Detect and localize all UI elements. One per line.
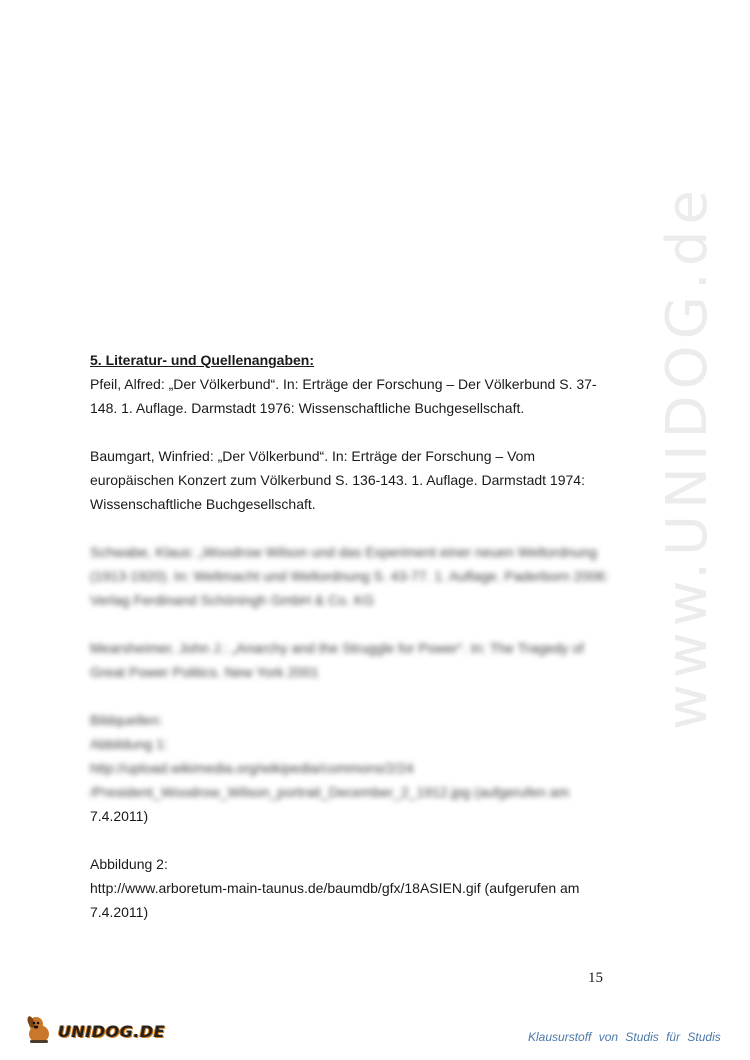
reference-line: Pfeil, Alfred: „Der Völkerbund“. In: Erträge der Forschung – Der Völkerbund S. 37-: [90, 376, 597, 392]
figure-1-date: 7.4.2011): [90, 808, 149, 824]
figure-2-label: Abbildung 2:: [90, 856, 168, 872]
figure-1-label: Abbildung 1:: [90, 736, 168, 752]
reference-entry-blurred: [90, 636, 630, 684]
unidog-logo[interactable]: [22, 1014, 165, 1048]
image-sources-heading: Bildquellen:: [90, 712, 163, 728]
dog-icon: [22, 1012, 56, 1051]
figure-2-date: 7.4.2011): [90, 904, 149, 920]
reference-line: Great Power Politics. New York 2001: [90, 664, 319, 680]
document-body: [90, 348, 630, 924]
reference-line: (1913-1920). In: Weltmacht und Weltordnung S. 43-77. 1. Auflage. Paderborn 2006:: [90, 568, 609, 584]
reference-line: europäischen Konzert zum Völkerbund S. 136-143. 1. Auflage. Darmstadt 1974:: [90, 472, 585, 488]
reference-entry: [90, 444, 630, 516]
figure-2-url: http://www.arboretum-main-taunus.de/baumdb/gfx/18ASIEN.gif (aufgerufen am: [90, 880, 580, 896]
reference-line: Mearsheimer, John J.: „Anarchy and the Struggle for Power“. In: The Tragedy of: [90, 640, 584, 656]
figure-1-url: /President_Woodrow_Wilson_portrait_December_2_1912.jpg (aufgerufen am: [90, 784, 570, 800]
reference-line: Wissenschaftliche Buchgesellschaft.: [90, 496, 316, 512]
reference-line: Verlag Ferdinand Schöningh GmbH & Co. KG: [90, 592, 375, 608]
image-sources: [90, 708, 630, 924]
reference-line: 148. 1. Auflage. Darmstadt 1976: Wissenschaftliche Buchgesellschaft.: [90, 400, 525, 416]
section-heading: 5. Literatur- und Quellenangaben:: [90, 352, 315, 368]
reference-line: Baumgart, Winfried: „Der Völkerbund“. In: Erträge der Forschung – Vom: [90, 448, 536, 464]
footer-tagline: Klausurstoff von Studis für Studis: [528, 1030, 721, 1044]
reference-entry: [90, 372, 630, 420]
figure-1-url: http://upload.wikimedia.org/wikipedia/commons/2/24: [90, 760, 414, 776]
page-number: 15: [588, 970, 603, 986]
reference-line: Schwabe, Klaus: „Woodrow Wilson und das Experiment einer neuen Weltordnung: [90, 544, 597, 560]
logo-text: UNIDOG.DE: [58, 1021, 166, 1041]
watermark: www.UNIDOG.de: [655, 184, 720, 730]
reference-entry-blurred: [90, 540, 630, 612]
